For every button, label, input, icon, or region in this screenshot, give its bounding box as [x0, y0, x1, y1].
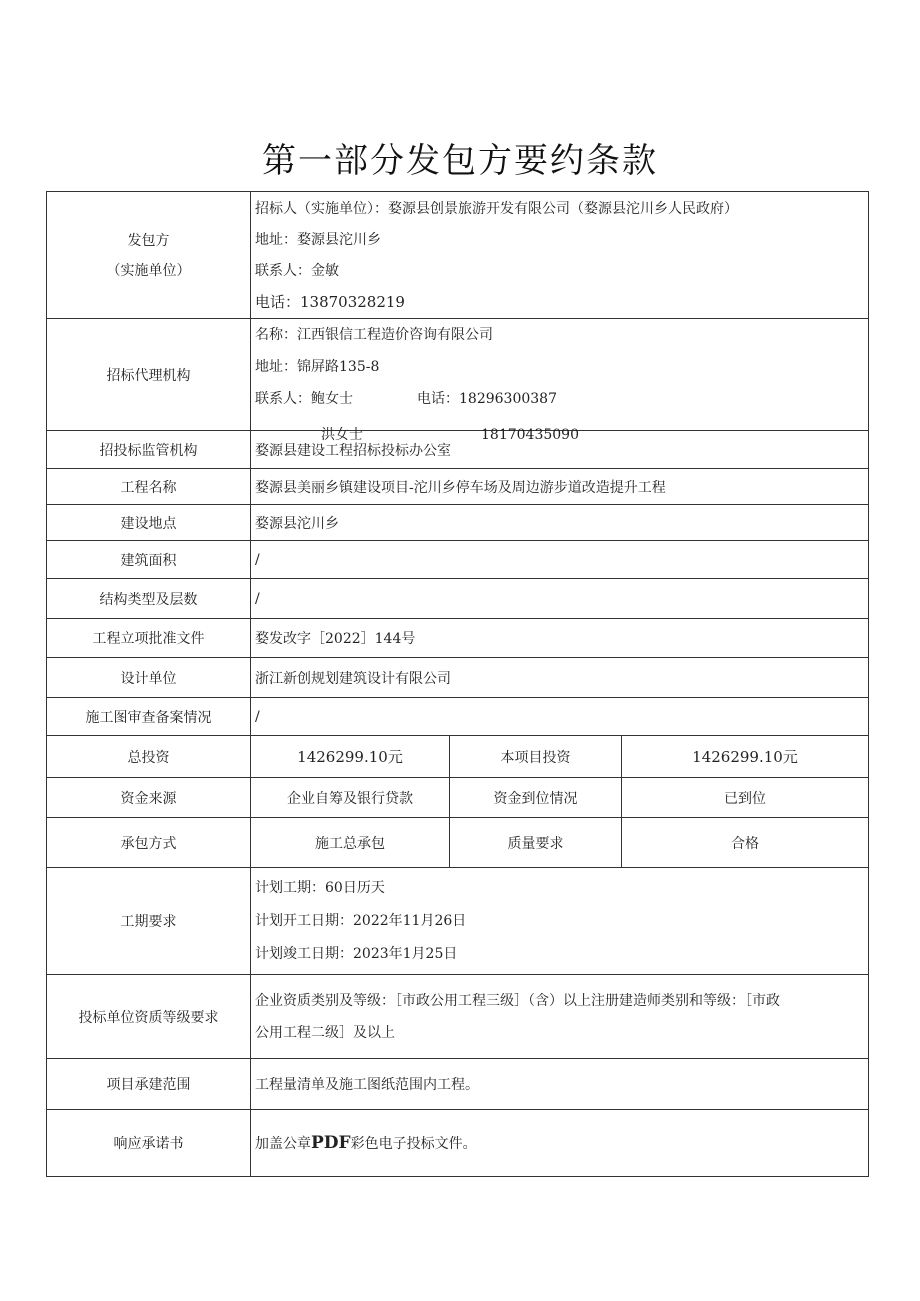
commitment-value-cell [251, 1110, 869, 1177]
investment-label: 总投资 [47, 736, 251, 778]
area-label: 建筑面积 [47, 541, 251, 579]
issuer-tenderer: 招标人（实施单位）：婺源县创景旅游开发有限公司（婺源县沱川乡人民政府） [255, 201, 738, 217]
schedule-start: 计划开工日期：2022年11月26日 [255, 912, 467, 929]
agency-label: 招标代理机构 [47, 319, 251, 431]
project-investment-label: 本项目投资 [450, 736, 622, 778]
table-row-agency [47, 319, 869, 431]
review-label: 施工图审查备案情况 [47, 698, 251, 736]
review-value: / [251, 698, 869, 736]
table-row-designer [47, 658, 869, 698]
agency-contact1: 联系人：鲍女士 [255, 391, 353, 407]
agency-phone2: 18170435090 [481, 427, 579, 443]
qualification-line2: 公用工程二级］及以上 [255, 1024, 395, 1041]
funding-value: 企业自筹及银行贷款 [251, 778, 450, 818]
designer-value: 浙江新创规划建筑设计有限公司 [251, 658, 869, 698]
location-value: 婺源县沱川乡 [251, 505, 869, 541]
issuer-label-line2: （实施单位） [106, 263, 191, 279]
funding-status-label: 资金到位情况 [450, 778, 622, 818]
issuer-value-cell [251, 192, 869, 319]
issuer-label-line1: 发包方 [127, 233, 170, 249]
project-name-value: 婺源县美丽乡镇建设项目-沱川乡停车场及周边游步道改造提升工程 [251, 469, 869, 505]
agency-contact-line1 [255, 383, 868, 415]
terms-table [46, 191, 869, 1177]
funding-label: 资金来源 [47, 778, 251, 818]
area-value: / [251, 541, 869, 579]
table-row-project-name [47, 469, 869, 505]
investment-value: 1426299.10元 [251, 736, 450, 778]
commitment-pre: 加盖公章 [255, 1136, 311, 1152]
issuer-phone: 电话：13870328219 [255, 293, 405, 311]
qualification-value-cell [251, 975, 869, 1059]
agency-contact2: 洪女士 [321, 427, 363, 443]
issuer-contact: 联系人：金敏 [255, 263, 339, 279]
designer-label: 设计单位 [47, 658, 251, 698]
contract-label: 承包方式 [47, 818, 251, 868]
table-row-qualification [47, 975, 869, 1059]
project-name-label: 工程名称 [47, 469, 251, 505]
scope-label: 项目承建范围 [47, 1059, 251, 1110]
project-investment-value: 1426299.10元 [622, 736, 869, 778]
schedule-value-cell [251, 868, 869, 975]
table-row-issuer [47, 192, 869, 319]
qualification-line1: 企业资质类别及等级：［市政公用工程三级］（含）以上注册建造师类别和等级：［市政 [255, 992, 780, 1009]
commitment-label: 响应承诺书 [47, 1110, 251, 1177]
commitment-pdf: PDF [311, 1133, 351, 1153]
schedule-end: 计划竣工日期：2023年1月25日 [255, 945, 458, 962]
scope-value: 工程量清单及施工图纸范围内工程。 [251, 1059, 869, 1110]
structure-label: 结构类型及层数 [47, 579, 251, 619]
funding-status-value: 已到位 [622, 778, 869, 818]
table-row-structure [47, 579, 869, 619]
table-row-contract [47, 818, 869, 868]
quality-value: 合格 [622, 818, 869, 868]
table-row-funding [47, 778, 869, 818]
issuer-address: 地址：婺源县沱川乡 [255, 232, 381, 248]
approval-label: 工程立项批准文件 [47, 619, 251, 658]
table-row-location [47, 505, 869, 541]
table-row-area [47, 541, 869, 579]
agency-value-cell [251, 319, 869, 443]
agency-address: 地址：锦屏路135-8 [255, 359, 380, 375]
commitment-post: 彩色电子投标文件。 [350, 1136, 477, 1152]
schedule-duration: 计划工期：60日历天 [255, 879, 385, 896]
contract-value: 施工总承包 [251, 818, 450, 868]
qualification-label: 投标单位资质等级要求 [47, 975, 251, 1059]
approval-value: 婺发改字［2022］144号 [251, 619, 869, 658]
issuer-label-cell [47, 192, 251, 319]
quality-label: 质量要求 [450, 818, 622, 868]
table-row-schedule [47, 868, 869, 975]
agency-name: 名称：江西银信工程造价咨询有限公司 [255, 327, 493, 343]
schedule-label: 工期要求 [47, 868, 251, 975]
location-label: 建设地点 [47, 505, 251, 541]
table-row-review [47, 698, 869, 736]
structure-value: / [251, 579, 869, 619]
supervision-label: 招投标监管机构 [47, 431, 251, 469]
page-title: 第一部分发包方要约条款 [262, 141, 658, 181]
table-row-approval [47, 619, 869, 658]
agency-phone1: 电话：18296300387 [417, 391, 557, 407]
supervision-value: 婺源县建设工程招标投标办公室 [251, 431, 869, 469]
table-row-commitment [47, 1110, 869, 1177]
table-row-investment [47, 736, 869, 778]
table-row-scope [47, 1059, 869, 1110]
